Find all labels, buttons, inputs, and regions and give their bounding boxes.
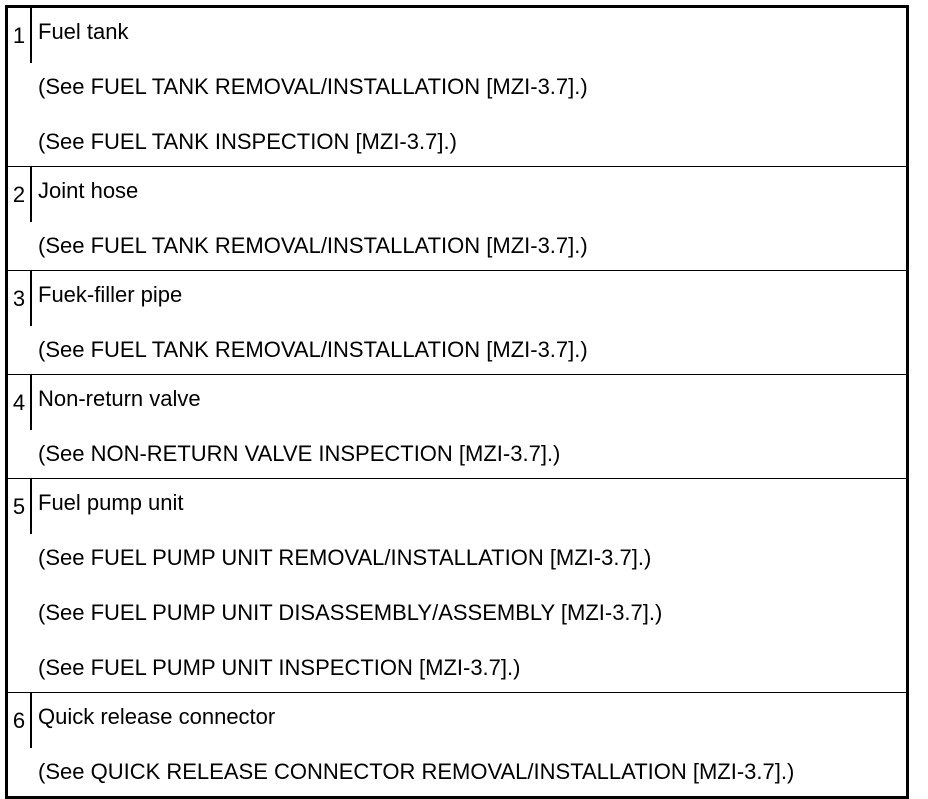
row-number: 6 bbox=[8, 693, 32, 748]
reference-link[interactable]: (See QUICK RELEASE CONNECTOR REMOVAL/INSTALLATION [MZI-3.7].) bbox=[38, 759, 795, 784]
table-row bbox=[8, 478, 906, 692]
reference-link[interactable]: (See FUEL PUMP UNIT DISASSEMBLY/ASSEMBLY [MZI-3.7].) bbox=[38, 600, 663, 625]
part-name: Fuel pump unit bbox=[38, 490, 184, 515]
reference-link[interactable]: (See FUEL TANK REMOVAL/INSTALLATION [MZI-3.7].) bbox=[38, 233, 588, 258]
part-name: Non-return valve bbox=[38, 386, 201, 411]
row-content bbox=[32, 167, 906, 270]
reference-link[interactable]: (See FUEL PUMP UNIT REMOVAL/INSTALLATION [MZI-3.7].) bbox=[38, 545, 652, 570]
table-row bbox=[8, 692, 906, 796]
reference-link[interactable]: (See FUEL TANK INSPECTION [MZI-3.7].) bbox=[38, 129, 457, 154]
row-number: 5 bbox=[8, 479, 32, 534]
parts-table bbox=[5, 5, 909, 799]
row-number: 4 bbox=[8, 375, 32, 430]
row-content bbox=[32, 8, 906, 166]
row-number: 1 bbox=[8, 8, 32, 63]
reference-link[interactable]: (See NON-RETURN VALVE INSPECTION [MZI-3.7].) bbox=[38, 441, 561, 466]
row-content bbox=[32, 693, 906, 796]
part-name: Quick release connector bbox=[38, 704, 276, 729]
reference-link[interactable]: (See FUEL TANK REMOVAL/INSTALLATION [MZI-3.7].) bbox=[38, 74, 588, 99]
row-content bbox=[32, 375, 906, 478]
part-name: Fuel tank bbox=[38, 19, 129, 44]
row-content bbox=[32, 271, 906, 374]
reference-link[interactable]: (See FUEL PUMP UNIT INSPECTION [MZI-3.7].) bbox=[38, 655, 521, 680]
reference-link[interactable]: (See FUEL TANK REMOVAL/INSTALLATION [MZI-3.7].) bbox=[38, 337, 588, 362]
part-name: Fuek-filler pipe bbox=[38, 282, 183, 307]
part-name: Joint hose bbox=[38, 178, 139, 203]
table-row bbox=[8, 374, 906, 478]
table-row bbox=[8, 166, 906, 270]
row-content bbox=[32, 479, 906, 692]
row-number: 3 bbox=[8, 271, 32, 326]
row-number: 2 bbox=[8, 167, 32, 222]
table-row bbox=[8, 270, 906, 374]
table-row bbox=[8, 8, 906, 166]
